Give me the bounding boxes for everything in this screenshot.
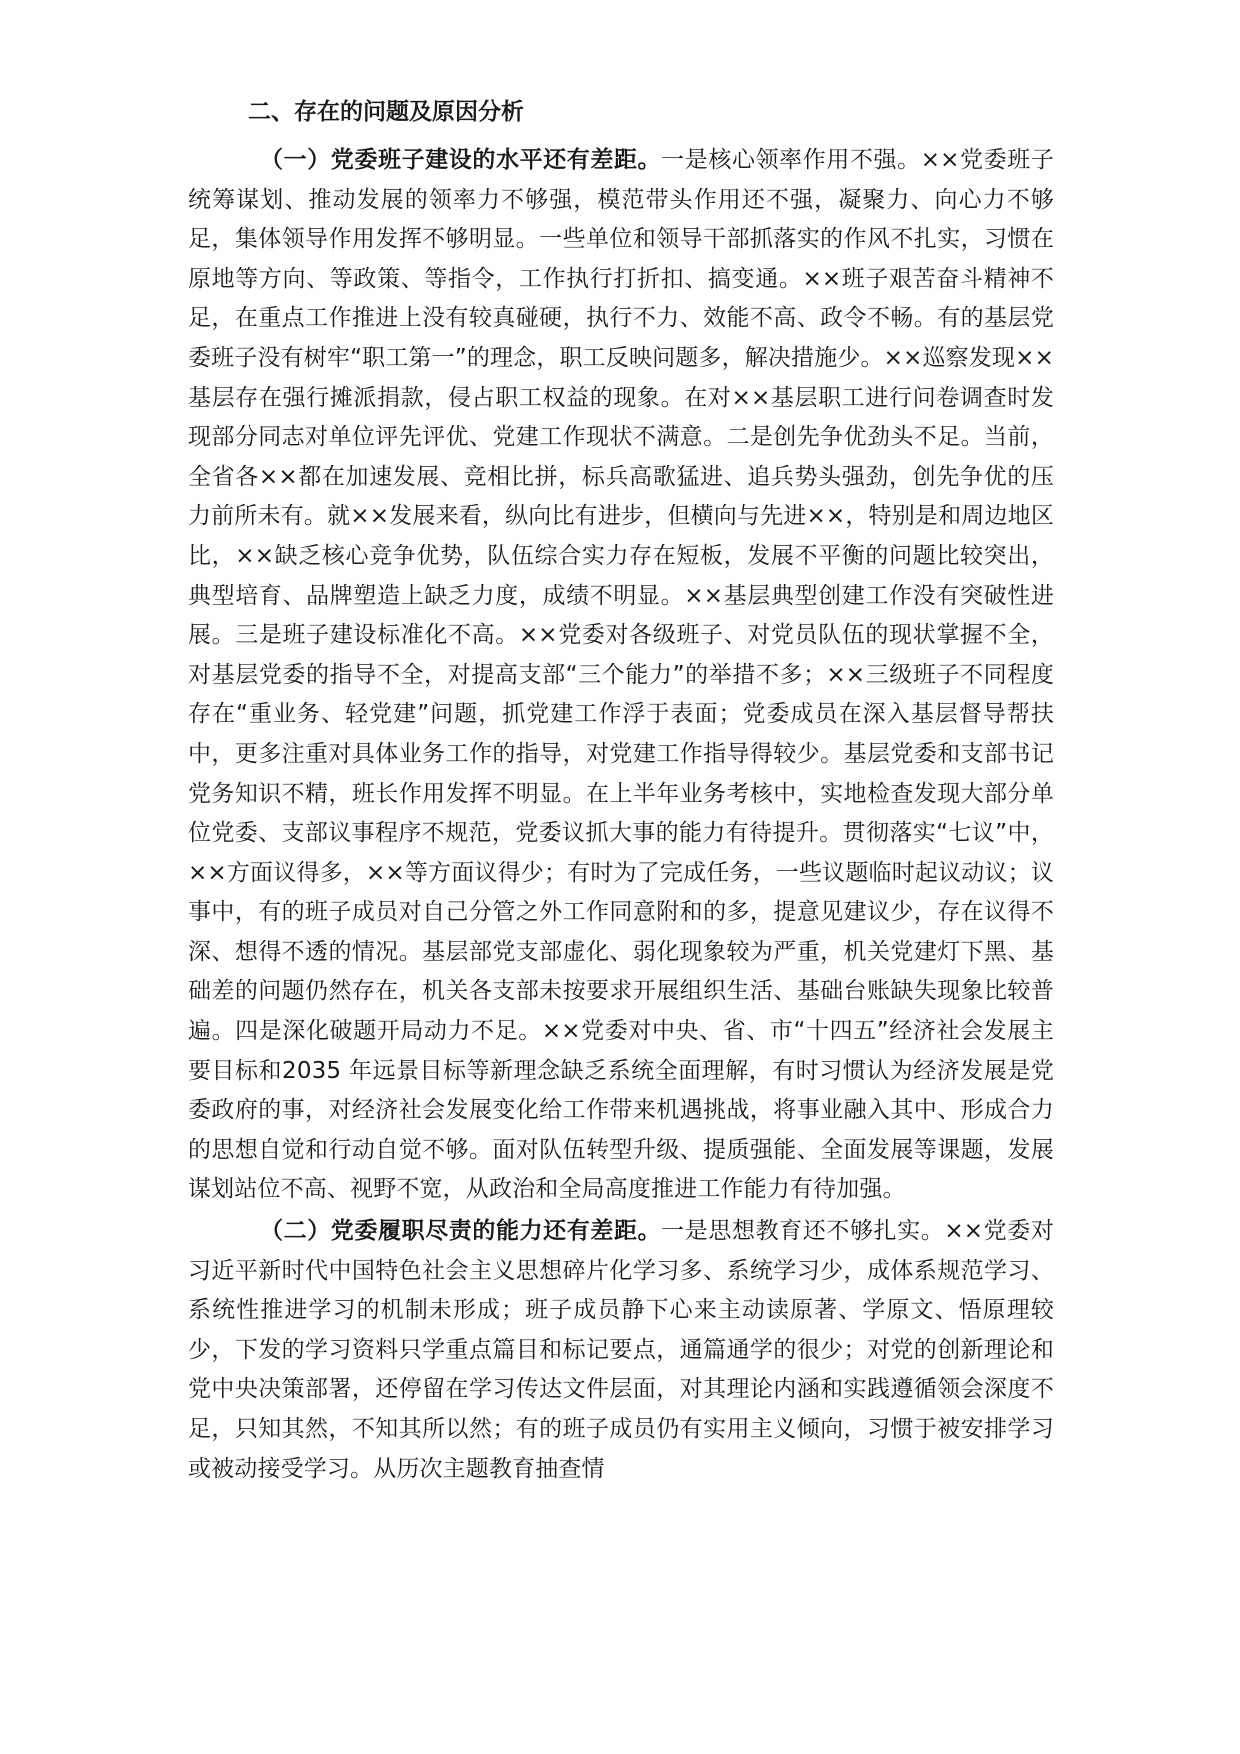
document-page (188, 92, 1054, 1491)
section-heading: 二、存在的问题及原因分析 (248, 99, 524, 125)
paragraph-1 (188, 141, 1054, 1210)
paragraph-2-text: 一是思想教育还不够扎实。××党委对习近平新时代中国特色社会主义思想碎片化学习多、系统学习少，成体系规范学习、系统性推进学习的机制未形成；班子成员静下心来主动读原著、学原文、悟原理较少，下发的学习资料只学重点篇目和标记要点，通篇通学的很少；对党的创新理论和党中央决策部署，还停留在学习传达文件层面，对其理论内涵和实践遵循领会深度不足，只知其然，不知其所以然；有的班子成员仍有实用主义倾向，习惯于被安排学习或被动接受学习。从历次主题教育抽查情 (188, 1218, 1054, 1482)
paragraph-1-lead: （一）党委班子建设的水平还有差距。 (260, 147, 662, 173)
paragraph-1-text: 一是核心领率作用不强。××党委班子统筹谋划、推动发展的领率力不够强，模范带头作用还不强，凝聚力、向心力不够足，集体领导作用发挥不够明显。一些单位和领导干部抓落实的作风不扎实，习惯在原地等方向、等政策、等指令，工作执行打折扣、搞变通。××班子艰苦奋斗精神不足，在重点工作推进上没有较真碰硬，执行不力、效能不高、政令不畅。有的基层党委班子没有树牢“职工第一”的理念，职工反映问题多，解决措施少。××巡察发现××基层存在强行摊派捐款，侵占职工权益的现象。在对××基层职工进行问卷调查时发现部分同志对单位评先评优、党建工作现状不满意。二是创先争优劲头不足。当前，全省各××都在加速发展、竞相比拼，标兵高歌猛进、追兵势头强劲，创先争优的压力前所未有。就××发展来看，纵向比有进步，但横向与先进××，特别是和周边地区比，××缺乏核心竞争优势，队伍综合实力存在短板，发展不平衡的问题比较突出，典型培育、品牌塑造上缺乏力度，成绩不明显。××基层典型创建工作没有突破性进展。三是班子建设标准化不高。××党委对各级班子、对党员队伍的现状掌握不全，对基层党委的指导不全，对提高支部“三个能力”的举措不多；××三级班子不同程度存在“重业务、轻党建”问题，抓党建工作浮于表面；党委成员在深入基层督导帮扶中，更多注重对具体业务工作的指导，对党建工作指导得较少。基层党委和支部书记党务知识不精，班长作用发挥不明显。在上半年业务考核中，实地检查发现大部分单位党委、支部议事程序不规范，党委议抓大事的能力有待提升。贯彻落实“七议”中，××方面议得多，××等方面议得少；有时为了完成任务，一些议题临时起议动议；议事中，有的班子成员对自己分管之外工作同意附和的多，提意见建议少，存在议得不深、想得不透的情况。基层部党支部虚化、弱化现象较为严重，机关党建灯下黑、基础差的问题仍然存在，机关各支部未按要求开展组织生活、基础台账缺失现象比较普遍。四是深化破题开局动力不足。××党委对中央、省、市“十四五”经济社会发展主要目标和2035 年远景目标等新理念缺乏系统全面理解，有时习惯认为经济发展是党委政府的事，对经济社会发展变化给工作带来机遇挑战，将事业融入其中、形成合力的思想自觉和行动自觉不够。面对队伍转型升级、提质强能、全面发展等课题，发展谋划站位不高、视野不宽，从政治和全局高度推进工作能力有待加强。 (188, 147, 1054, 1203)
paragraph-2-lead: （二）党委履职尽责的能力还有差距。 (260, 1218, 662, 1245)
paragraph-2 (188, 1212, 1054, 1489)
